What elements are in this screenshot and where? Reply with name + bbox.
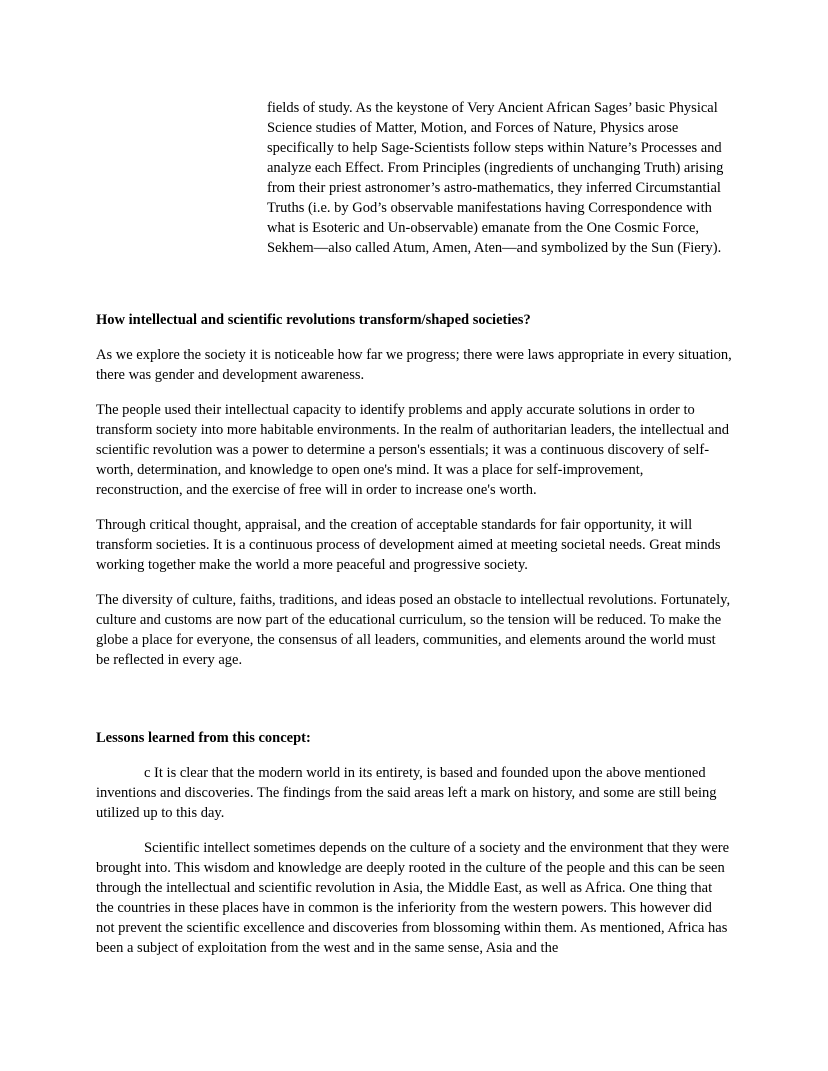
paragraph-people-intellectual-capacity: The people used their intellectual capacity to identify problems and apply accurate solutions in order to transform society into more habitable environments. In the realm of authoritarian leaders, the intellectual and scientific revolution was a power to determine a person's essentials; it was a continuous discovery of self-worth, determination, and knowledge to open one's mind. It was a place for self-improvement, reconstruction, and the exercise of free will in order to increase one's worth.	[96, 402, 729, 498]
paragraph-scientific-intellect: Scientific intellect sometimes depends on the culture of a society and the environment that they were brought into. This wisdom and knowledge are deeply rooted in the culture of the people and this can be seen through the intellectual and scientific revolution in Asia, the Middle East, as well as Africa. One thing that the countries in these places have in common is the inferiority from the western powers. This however did not prevent the scientific excellence and discoveries from blossoming within them. As mentioned, Africa has been a subject of exploitation from the west and in the same sense, Asia and the	[96, 840, 730, 956]
section-heading-lessons: Lessons learned from this concept:	[96, 730, 311, 746]
paragraph-diversity-culture: The diversity of culture, faiths, traditions, and ideas posed an obstacle to intellectual revolutions. Fortunately, culture and customs are now part of the educational curriculum, so the tension will be reduced. To make the globe a place for everyone, the consensus of all leaders, communities, and elements around the world must be reflected in every age.	[96, 592, 731, 668]
paragraph-modern-world: c It is clear that the modern world in its entirety, is based and founded upon the above mentioned inventions and discoveries. The findings from the said areas left a mark on history, and some are still being utilized up to this day.	[96, 765, 717, 821]
paragraph-explore-society: As we explore the society it is noticeable how far we progress; there were laws appropriate in every situation, there was gender and development awareness.	[96, 347, 732, 383]
section-heading-revolutions: How intellectual and scientific revolutions transform/shaped societies?	[96, 312, 531, 328]
indented-quote-paragraph: fields of study. As the keystone of Very Ancient African Sages’ basic Physical Science studies of Matter, Motion, and Forces of Nature, Physics arose specifically to help Sage-Scientists follow steps within Nature’s Processes and analyze each Effect. From Principles (ingredients of unchanging Truth) arising from their priest astronomer’s astro-mathematics, they inferred Circumstantial Truths (i.e. by God’s observable manifestations having Correspondence with what is Esoteric and Un-observable) emanate from the One Cosmic Force, Sekhem—also called Atum, Amen, Aten—and symbolized by the Sun (Fiery).	[267, 100, 724, 256]
paragraph-critical-thought: Through critical thought, appraisal, and the creation of acceptable standards for fair opportunity, it will transform societies. It is a continuous process of development aimed at meeting societal needs. Great minds working together make the world a more peaceful and progressive society.	[96, 517, 721, 573]
